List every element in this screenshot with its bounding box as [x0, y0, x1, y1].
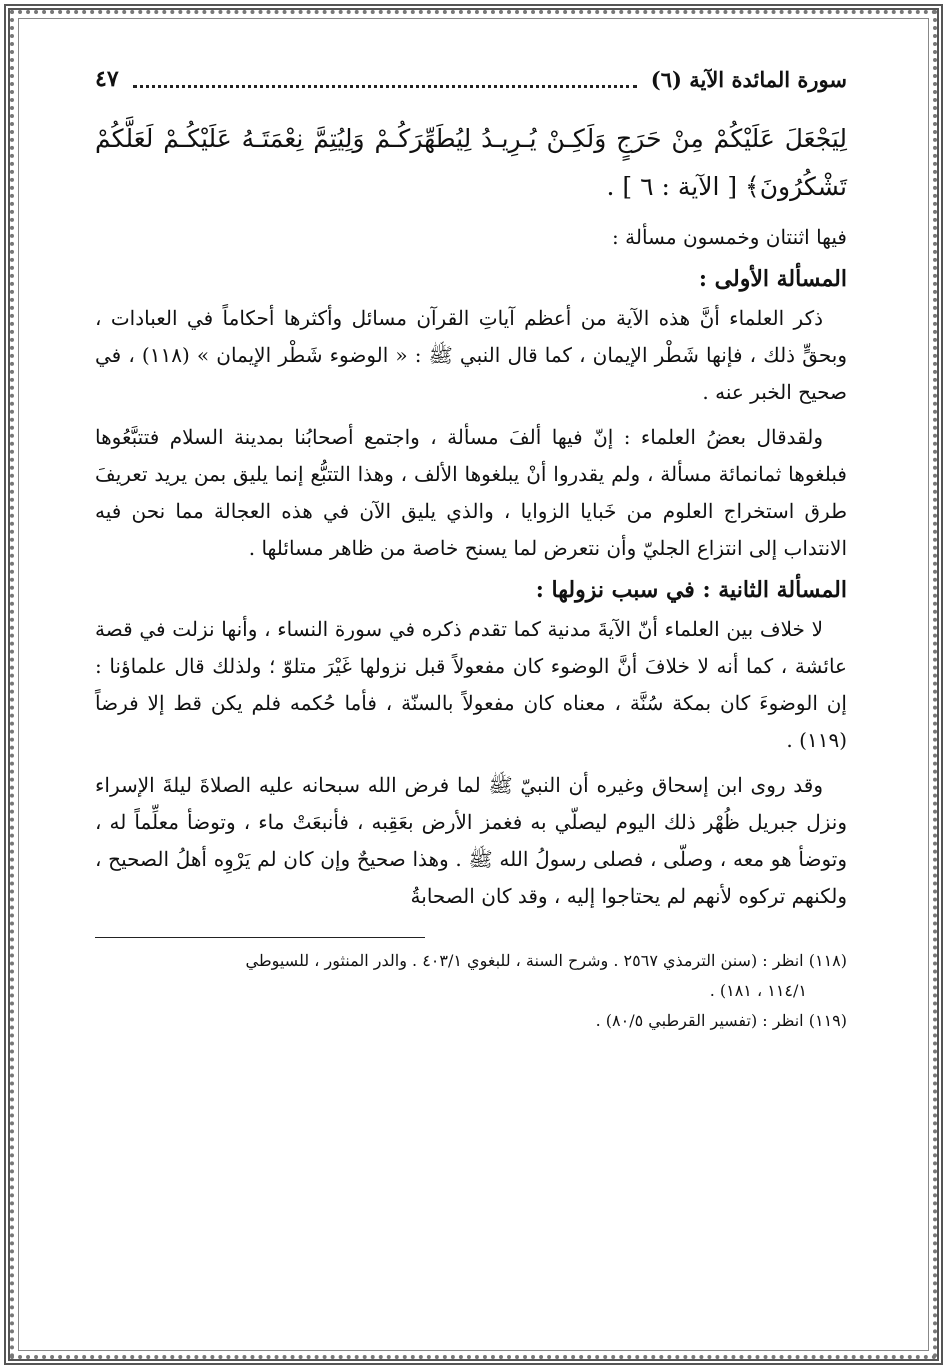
section-1-paragraph-1: ذكر العلماء أنَّ هذه الآية من أعظم آياتِ القرآن مسائل وأكثرها أحكاماً في العبادات ، وبحقٍّ ذلك ، فإنها شَطْر الإيمان ، كما قال النبي ﷺ : « الوضوء شَطْر الإيمان » (١١٨) ، في صحيح الخبر عنه .: [95, 306, 848, 404]
footnotes: [95, 946, 847, 1036]
running-header: [95, 55, 847, 103]
section-2-paragraph-2: وقد روى ابن إسحاق وغيره أن النبيّ ﷺ لما فرض الله سبحانه عليه الصلاةَ ليلةَ الإسراء ونزل جبريل ظُهْر ذلك اليوم ليصلّي به فغمز الأرض بعَقِبه ، فأنبعَتْ ماء ، وتوضأ معلِّماً له ، وتوضأ هو معه ، وصلّى ، فصلى رسولُ الله ﷺ . وهذا صحيحٌ وإن كان لم يَرْوِه أهلُ الصحيح ، ولكنهم تركوه لأنهم لم يحتاجوا إليه ، وقد كان الصحابةُ: [95, 773, 847, 908]
section-heading-1: المسألة الأولى :: [698, 266, 847, 292]
intro-line: فيها اثنتان وخمسون مسألة :: [612, 225, 847, 249]
footnote-118: [95, 946, 847, 1006]
footnote-text: انظر : (سنن الترمذي ٢٥٦٧ . وشرح السنة ، للبغوي ٤٠٣/١ . والدر المنثور ، للسيوطي: [245, 951, 804, 970]
quran-verse: لِيَجْعَلَ عَلَيْكُمْ مِنْ حَرَجٍ وَلَكِـنْ يُـرِيـدُ لِيُطَهِّرَكُـمْ وَلِيُتِمَّ نِعْمَتَـهُ عَلَيْكُـمْ لَعَلَّكُمْ تَشْكُرُونَ﴾ [ الآية : ٦ ] .: [95, 124, 847, 201]
section-heading-2: المسألة الثانية : في سبب نزولها :: [535, 577, 847, 603]
section-1-paragraph-2: ولقدقال بعضُ العلماء : إنّ فيها ألفَ مسألة ، واجتمع أصحابُنا بمدينة السلام فتتبَّعُوها فبلغوها ثمانمائة مسألة ، ولم يقدروا أنْ يبلغوها الألف ، وهذا التتبُّع إنما يليق بمن يريد تعريفَ طرق استخراج العلوم من خَبايا الزوايا ، والذي يليق الآن في هذه العجالة مما نحن فيه الانتداب إلى انتزاع الجليّ وأن نتعرض لما يسنح خاصة من ظاهر مسائلها .: [95, 425, 848, 560]
page-content: [95, 55, 847, 1309]
page-number: ٤٧: [95, 66, 119, 92]
header-leader-dots: [133, 71, 637, 88]
footnote-number: (١١٩): [808, 1011, 847, 1030]
footnote-separator: [95, 937, 425, 938]
footnote-text: انظر : (تفسير القرطبي ٨٠/٥) .: [595, 1011, 804, 1030]
footnote-119: [95, 1006, 847, 1036]
surah-title: سورة المائدة الآية (٦): [650, 66, 847, 92]
section-2-paragraph-1: لا خلاف بين العلماء أنّ الآيةَ مدنية كما تقدم ذكره في سورة النساء ، وأنها نزلت في قصة عائشة ، كما أنه لا خلافَ أنَّ الوضوء كان مفعولاً قبل نزولها غَيْرَ متلوّ ؛ ولذلك قال علماؤنا : إن الوضوءَ كان بمكة سُنَّة ، معناه كان مفعولاً بالسنّة ، فأما حُكمه فلم يكن قط إلا فرضاً (١١٩) .: [95, 617, 847, 752]
footnote-continuation: ١١٤/١ ، ١٨١) .: [709, 981, 807, 1000]
footnote-number: (١١٨): [808, 951, 847, 970]
